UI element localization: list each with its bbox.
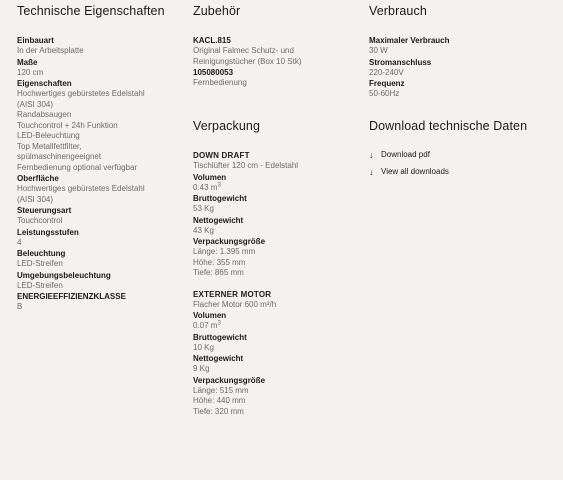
spec-value: Hochwertiges gebürstetes Edelstahl xyxy=(17,89,145,98)
consumption-column xyxy=(369,0,549,100)
spec-value: Top Metallfettfilter, xyxy=(17,141,82,151)
spec-label: Stromanschluss xyxy=(369,57,432,67)
spec-value: 220-240V xyxy=(369,67,404,77)
download-link[interactable] xyxy=(369,150,554,161)
packaging-dimension: Höhe: 440 mm xyxy=(193,396,246,405)
arrow-down-icon: ↓ xyxy=(369,166,374,177)
packaging-value-text: 43 Kg xyxy=(193,225,214,235)
spec-label: Leistungsstufen xyxy=(17,227,79,237)
spec-value: Touchcontrol xyxy=(17,216,63,225)
technical-specs-heading: Technische Eigenschaften xyxy=(17,4,165,18)
spec-label: Beleuchtung xyxy=(17,249,66,258)
spec-value: (AISI 304) xyxy=(17,99,54,109)
spec-value: Fernbedienung optional verfügbar xyxy=(17,162,138,172)
download-link-label: Download pdf xyxy=(381,150,430,159)
spec-label: ENERGIEEFFIZIENZKLASSE xyxy=(17,292,126,301)
packaging-value-text: 53 Kg xyxy=(193,204,214,213)
packaging-value xyxy=(193,343,358,354)
spec-value: 120 cm xyxy=(17,67,44,77)
download-link-label: View all downloads xyxy=(381,166,449,176)
packaging-group-subtitle: Tischlüfter 120 cm - Edelstahl xyxy=(193,161,299,170)
packaging-label: Bruttogewicht xyxy=(193,194,247,203)
downloads-section xyxy=(369,118,554,183)
packaging-label: Volumen xyxy=(193,311,227,320)
packaging-dimension: Höhe: 355 mm xyxy=(193,257,246,267)
spec-label: 105080053 xyxy=(193,68,234,77)
downloads-heading: Download technische Daten xyxy=(369,119,528,133)
spec-label: Frequenz xyxy=(369,79,405,88)
accessories-column xyxy=(193,0,358,89)
packaging-value xyxy=(193,321,358,332)
spec-value: LED-Streifen xyxy=(17,259,63,268)
packaging-group-title: EXTERNER MOTOR xyxy=(193,289,272,299)
packaging-value-text: 10 Kg xyxy=(193,342,214,352)
packaging-value-text: 0.43 m xyxy=(193,182,218,192)
spec-value: Reinigungstücher (Box 10 Stk) xyxy=(193,56,302,66)
spec-value: B xyxy=(17,302,23,311)
packaging-dimension: Tiefe: 320 mm xyxy=(193,406,244,416)
spec-value: 4 xyxy=(17,237,22,247)
packaging-dimension: Länge: 1.395 mm xyxy=(193,247,256,256)
packaging-label: Verpackungsgröße xyxy=(193,237,266,246)
spec-value: 50-60Hz xyxy=(369,89,400,98)
spec-label: Steuerungsart xyxy=(17,206,72,215)
packaging-section xyxy=(193,118,358,417)
packaging-value-text: 0.07 m xyxy=(193,321,218,330)
download-link[interactable] xyxy=(369,167,554,178)
technical-specs-column xyxy=(17,0,182,313)
spec-label: Oberfläche xyxy=(17,174,59,183)
spec-label: Umgebungsbeleuchtung xyxy=(17,270,111,280)
packaging-heading: Verpackung xyxy=(193,119,261,133)
packaging-dimension: Tiefe: 865 mm xyxy=(193,268,244,277)
spec-value: In der Arbeitsplatte xyxy=(17,46,84,55)
arrow-down-icon: ↓ xyxy=(369,150,374,160)
accessories-list xyxy=(193,35,358,89)
spec-value: spülmaschinengeeignet xyxy=(17,152,102,161)
superscript: 3 xyxy=(217,181,221,188)
spec-value: Original Falmec Schutz- und xyxy=(193,46,294,55)
spec-value: Randabsaugen xyxy=(17,110,72,119)
spec-label: KACL.815 xyxy=(193,36,231,45)
technical-specs-list xyxy=(17,35,182,313)
spec-label: Einbauart xyxy=(17,36,54,45)
packaging-label: Nettogewicht xyxy=(193,215,244,225)
packaging-group-title: DOWN DRAFT xyxy=(193,151,250,160)
spec-value: LED-Beleuchtung xyxy=(17,131,80,140)
packaging-label: Nettogewicht xyxy=(193,354,244,363)
download-links xyxy=(369,150,554,177)
packaging-value xyxy=(193,226,358,237)
consumption-heading: Verbrauch xyxy=(369,4,427,18)
packaging-label: Bruttogewicht xyxy=(193,332,247,342)
packaging-value-text: 9 Kg xyxy=(193,364,210,373)
packaging-value xyxy=(193,364,358,375)
spec-label: Maße xyxy=(17,57,38,67)
packaging-group-subtitle: Flacher Motor 600 m³/h xyxy=(193,299,277,309)
packaging-value xyxy=(193,204,358,215)
packaging-dimension: Länge: 515 mm xyxy=(193,385,249,395)
spec-value: LED-Streifen xyxy=(17,280,63,290)
superscript: 3 xyxy=(217,320,221,327)
packaging-groups xyxy=(193,150,358,417)
spec-value: Hochwertiges gebürstetes Edelstahl xyxy=(17,184,145,193)
packaging-label: Verpackungsgröße xyxy=(193,375,266,385)
spec-value: Fernbedienung xyxy=(193,78,247,87)
spec-label: Maximaler Verbrauch xyxy=(369,36,450,45)
spec-value: 30 W xyxy=(369,46,388,55)
group-spacer xyxy=(193,279,358,289)
spec-value: Touchcontrol + 24h Funktion xyxy=(17,120,118,130)
accessories-heading: Zubehör xyxy=(193,4,241,18)
spec-label: Eigenschaften xyxy=(17,79,72,88)
consumption-list xyxy=(369,35,549,100)
packaging-label: Volumen xyxy=(193,172,227,182)
spec-value: (AISI 304) xyxy=(17,194,54,204)
packaging-value xyxy=(193,183,358,194)
